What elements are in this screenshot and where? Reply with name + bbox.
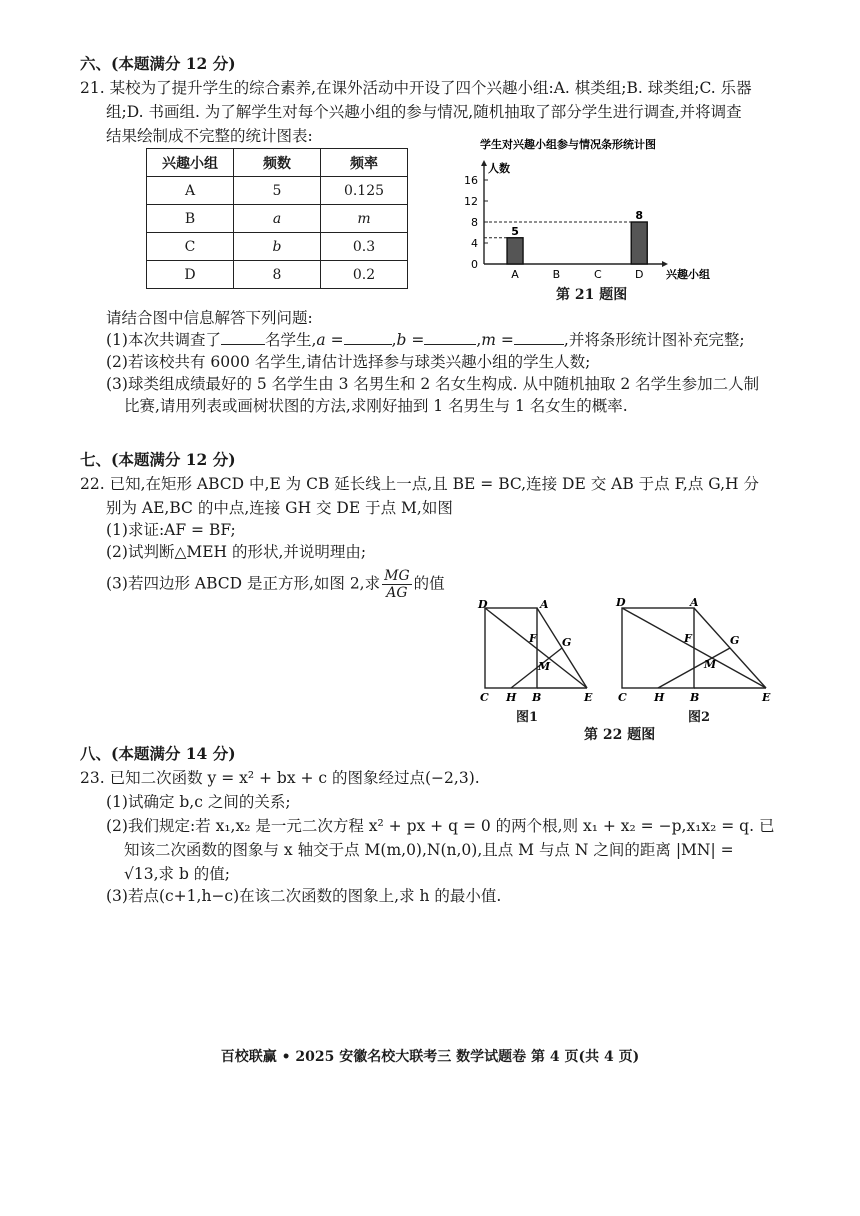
x-tick-label: B [552,268,561,281]
q23-line-1: 23. 已知二次函数 y = x² + bx + c 的图象经过点(−2,3). [80,769,480,787]
table-cell: D [147,261,234,289]
table-header-cell: 频数 [234,149,321,177]
section-7-title: 七、(本题满分 12 分) [80,450,236,469]
answer-blank[interactable] [424,328,476,345]
table-header-cell: 频率 [321,149,408,177]
answer-blank[interactable] [514,328,564,345]
geometry-figure-1 [474,596,604,706]
fraction-numerator: MG [384,568,410,584]
q23-part-2-line-2: 知该二次函数的图象与 x 轴交于点 M(m,0),N(n,0),且点 M 与点 N 之间的距离 |MN| = [124,841,734,859]
point-label: E [584,691,593,704]
square-abcd [622,608,694,688]
q21-part-1 [106,328,745,352]
frequency-table [146,148,408,289]
q21-part-3-line-1: (3)球类组成绩最好的 5 名学生由 3 名男生和 2 名女生构成. 从中随机抽取 2 名学生参加二人制 [106,375,760,393]
table-row [147,261,408,289]
part1-text: , [391,331,397,349]
point-label: G [730,634,740,647]
part3-text: 的值 [413,574,445,593]
figure-21-caption: 第 21 题图 [556,287,628,303]
x-tick-label: D [634,268,644,281]
q23-part-1: (1)试确定 b,c 之间的关系; [106,793,291,811]
part3-text: (3)若四边形 ABCD 是正方形,如图 2,求 [106,574,381,593]
y-tick-label: 0 [471,258,478,271]
y-tick-label: 4 [471,237,478,250]
y-tick-label: 8 [471,216,478,229]
table-header-cell: 兴趣小组 [147,149,234,177]
point-label: C [480,691,489,704]
answer-blank[interactable] [344,328,392,345]
chart-title: 学生对兴趣小组参与情况条形统计图 [480,138,656,151]
point-label: M [538,660,551,673]
point-label: F [684,632,692,645]
point-label: F [529,632,537,645]
part1-text: (1)本次共调查了 [106,331,221,349]
point-label: B [690,691,700,704]
q21-line-1: 21. 某校为了提升学生的综合素养,在课外活动中开设了四个兴趣小组:A. 棋类组;B. 球类组;C. 乐器 [80,79,752,97]
section-8-title: 八、(本题满分 14 分) [80,744,236,763]
part1-var: b = [396,331,425,349]
table-cell: A [147,177,234,205]
q21-line-2: 组;D. 书画组. 为了解学生对每个兴趣小组的参与情况,随机抽取了部分学生进行调查,并将调查 [106,103,742,121]
figure-2-caption: 图2 [688,710,711,725]
table-cell: 0.3 [321,233,408,261]
point-label: G [562,636,572,649]
q21-part-3-line-2: 比赛,请用列表或画树状图的方法,求刚好抽到 1 名男生与 1 名女生的概率. [124,397,628,415]
table-cell: 8 [234,261,321,289]
table-row [147,233,408,261]
q22-line-2: 别为 AE,BC 的中点,连接 GH 交 DE 于点 M,如图 [106,499,453,517]
part1-text: ,并将条形统计图补充完整; [563,331,745,349]
table-cell: 5 [234,177,321,205]
q22-part-2: (2)试判断△MEH 的形状,并说明理由; [106,543,367,561]
x-tick-label: C [593,268,602,281]
q23-part-2-line-1: (2)我们规定:若 x₁,x₂ 是一元二次方程 x² + px + q = 0 的两个根,则 x₁ + x₂ = −p,x₁x₂ = q. 已 [106,817,775,835]
table-row [147,205,408,233]
q21-prompt: 请结合图中信息解答下列问题: [106,309,313,327]
table-cell: b [234,233,321,261]
table-cell: 0.2 [321,261,408,289]
point-label: A [690,596,699,609]
q21-line-3: 结果绘制成不完整的统计图表: [106,127,313,145]
y-tick-label: 12 [464,195,478,208]
point-label: E [762,691,771,704]
part1-text: , [476,331,482,349]
part1-var: a = [316,331,344,349]
point-label: H [506,691,517,704]
rectangle-abcd [485,608,537,688]
answer-blank[interactable] [221,328,265,345]
page-footer: 百校联赢 • 2025 安徽名校大联考三 数学试题卷 第 4 页(共 4 页) [220,1049,640,1065]
table-cell: C [147,233,234,261]
table-row [147,177,408,205]
part1-text: 名学生, [264,331,317,349]
part1-var: m = [481,331,514,349]
x-axis-label: 兴趣小组 [666,268,710,281]
bar [631,222,647,264]
point-label: B [532,691,542,704]
bar-chart [440,132,760,304]
fraction [382,568,412,601]
y-tick-label: 16 [464,174,478,187]
point-label: M [704,658,717,671]
table-cell: B [147,205,234,233]
x-axis-arrow [662,261,668,267]
q21-part-2: (2)若该校共有 6000 名学生,请估计选择参与球类兴趣小组的学生人数; [106,353,591,371]
point-label: C [618,691,627,704]
point-label: D [478,598,488,611]
q22-part-3 [106,568,445,601]
point-label: D [616,596,626,609]
bar [507,238,523,264]
table-header-row [147,149,408,177]
figure-1-caption: 图1 [516,710,539,725]
section-6-title: 六、(本题满分 12 分) [80,54,236,73]
figure-22-caption: 第 22 题图 [584,727,656,743]
point-label: H [654,691,665,704]
table-cell: a [234,205,321,233]
geometry-figure-2 [612,592,782,704]
q22-line-1: 22. 已知,在矩形 ABCD 中,E 为 CB 延长线上一点,且 BE = BC,连接 DE 交 AB 于点 F,点 G,H 分 [80,475,759,493]
q23-part-3: (3)若点(c+1,h−c)在该二次函数的图象上,求 h 的最小值. [106,887,502,905]
table-cell: m [321,205,408,233]
x-tick-label: A [511,268,519,281]
fraction-denominator: AG [386,585,408,601]
segment-de [485,608,587,688]
point-label: A [540,598,549,611]
q22-part-1: (1)求证:AF = BF; [106,521,236,539]
bar-data-label: 5 [511,224,519,238]
bar-data-label: 8 [635,209,644,222]
y-axis-arrow [481,160,487,166]
table-cell: 0.125 [321,177,408,205]
q23-part-2-line-3: √13,求 b 的值; [124,865,231,883]
y-axis-label: 人数 [488,162,510,175]
